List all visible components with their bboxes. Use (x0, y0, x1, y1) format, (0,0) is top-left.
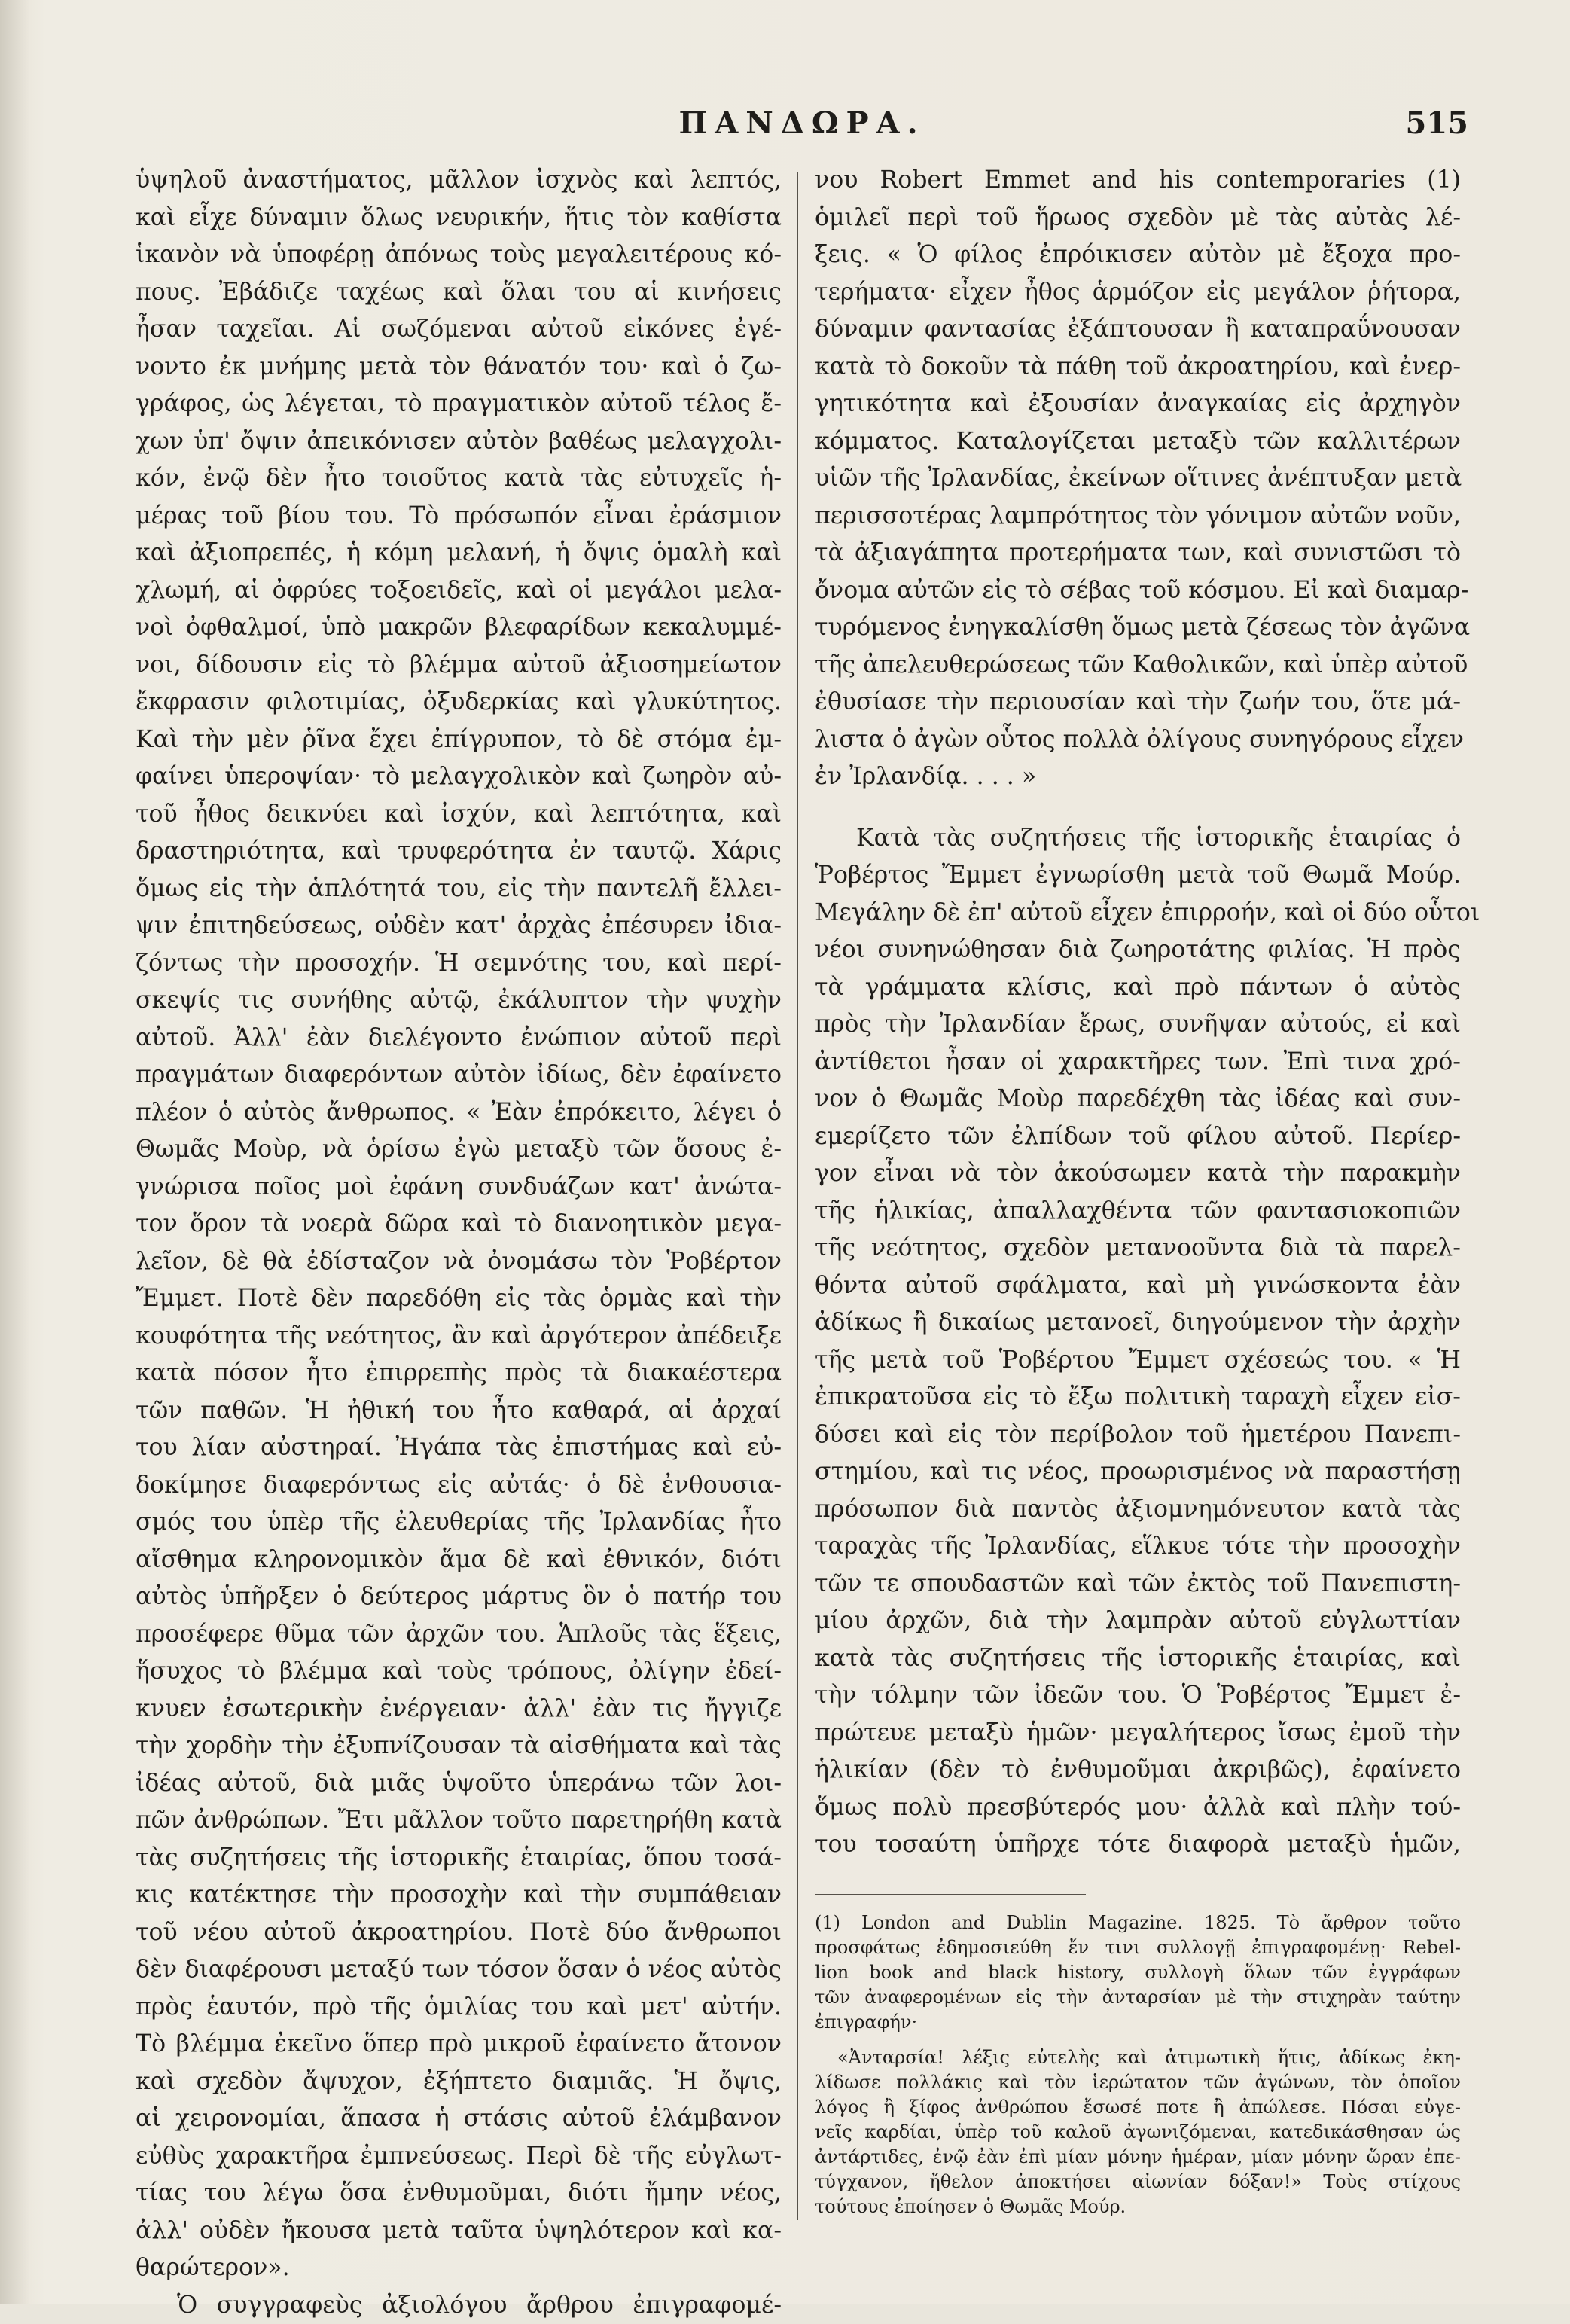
footnote-line: «Ἀνταρσία! λέξις εὐτελὴς καὶ ἀτιμωτικὴ ἥτις, ἀδίκως ἐκη- (815, 2045, 1461, 2070)
body-text-line: πρὸς ἑαυτόν, πρὸ τῆς ὁμιλίας του καὶ μετ' αὐτήν. (136, 1989, 782, 2027)
quote-text-line: ὁμιλεῖ περὶ τοῦ ἥρωος σχεδὸν μὲ τὰς αὐτὰς λέ- (815, 200, 1461, 237)
body-text-line: Κατὰ τὰς συζητήσεις τῆς ἱστορικῆς ἑταιρίας ὁ (815, 820, 1461, 858)
page-number: 515 (1406, 105, 1469, 141)
body-text-line: Θωμᾶς Μοὺρ, νὰ ὁρίσω ἐγὼ μεταξὺ τῶν ὅσους ἐ- (136, 1131, 782, 1169)
body-text-line: ταραχὰς τῆς Ἰρλανδίας, εἵλκυε τότε τὴν προσοχὴν (815, 1528, 1461, 1566)
quote-text-line: υἱῶν τῆς Ἰρλανδίας, ἐκείνων οἵτινες ἀνέπτυξαν μετὰ (815, 460, 1461, 498)
body-text-line: τὴν τόλμην τῶν ἰδεῶν του. Ὁ Ῥοβέρτος Ἔμμετ ἐ- (815, 1677, 1461, 1715)
body-text-line: τον ὅρον τὰ νοερὰ δῶρα καὶ τὸ διανοητικὸν μεγα- (136, 1206, 782, 1243)
quote-text-line: κατὰ τὸ δοκοῦν τὰ πάθη τοῦ ἀκροατηρίου, καὶ ἐνερ- (815, 349, 1461, 386)
quote-text-line: τῆς ἀπελευθερώσεως τῶν Καθολικῶν, καὶ ὑπὲρ αὐτοῦ (815, 647, 1461, 685)
body-text-line: γνώρισα ποῖος μοὶ ἐφάνη συνδυάζων κατ' ἀνώτα- (136, 1169, 782, 1206)
body-text-line: τῆς μετὰ τοῦ Ῥοβέρτου Ἔμμετ σχέσεώς του. « Ἡ (815, 1342, 1461, 1380)
body-text-line: κις κατέκτησε τὴν προσοχὴν καὶ τὴν συμπάθειαν (136, 1877, 782, 1914)
body-text-line: ὅμως πολὺ πρεσβύτερός μου· ἀλλὰ καὶ πλὴν τού- (815, 1789, 1461, 1827)
body-text-line: καὶ σχεδὸν ἄψυχον, ἐξήπτετο διαμιᾶς. Ἡ ὄψις, (136, 2063, 782, 2101)
body-text-line: δύσει καὶ εἰς τὸν περίβολον τοῦ ἡμετέρου Πανεπι- (815, 1417, 1461, 1454)
body-text-line: ἱκανὸν νὰ ὑποφέρῃ ἀπόνως τοὺς μεγαλειτέρους κό- (136, 236, 782, 274)
body-text-line: του λίαν αὐστηραί. Ἠγάπα τὰς ἐπιστήμας καὶ εὐ- (136, 1429, 782, 1467)
body-text-line: ἀντίθετοι ἦσαν οἱ χαρακτῆρες των. Ἐπὶ τινα χρό- (815, 1044, 1461, 1081)
quote-text-line: ὄνομα αὐτῶν εἰς τὸ σέβας τοῦ κόσμου. Εἰ καὶ διαμαρ- (815, 572, 1461, 610)
body-text-line: νοι, δίδουσιν εἰς τὸ βλέμμα αὐτοῦ ἀξιοσημείωτον (136, 647, 782, 685)
body-text-line: καὶ εἶχε δύναμιν ὅλως νευρικήν, ἥτις τὸν καθίστα (136, 200, 782, 237)
left-column (136, 162, 782, 2252)
body-text-line: Ῥοβέρτος Ἔμμετ ἐγνωρίσθη μετὰ τοῦ Θωμᾶ Μούρ. (815, 857, 1461, 895)
right-column-quotation (815, 162, 1461, 796)
body-text-line: φαίνει ὑπεροψίαν· τὸ μελαγχολικὸν καὶ ζωηρὸν αὐ- (136, 758, 782, 796)
body-text-line: τίας του λέγω ὅσα ἐνθυμοῦμαι, διότι ἤμην νέος, (136, 2175, 782, 2213)
footnote-line: (1) London and Dublin Magazine. 1825. Τὸ ἄρθρον τοῦτο (815, 1911, 1461, 1935)
body-text-line: ψιν ἐπιτηδεύσεως, οὐδὲν κατ' ἀρχὰς ἐπέσυρεν ἰδια- (136, 907, 782, 945)
body-text-line: ἰδέας αὐτοῦ, διὰ μιᾶς ὑψοῦτο ὑπεράνω τῶν λοι- (136, 1765, 782, 1803)
body-text-line: στημίου, καὶ τις νέος, προωρισμένος νὰ παραστήσῃ (815, 1453, 1461, 1491)
body-text-line: λεῖον, δὲ θὰ ἐδίσταζον νὰ ὀνομάσω τὸν Ῥοβέρτον (136, 1243, 782, 1281)
body-text-line: κατὰ πόσον ἦτο ἐπιρρεπὴς πρὸς τὰ διακαέστερα (136, 1355, 782, 1392)
body-text-line: νέοι συνηνώθησαν διὰ ζωηροτάτης φιλίας. Ἡ πρὸς (815, 932, 1461, 969)
footnote-line: νεῖς καρδίαι, ὑπὲρ τοῦ καλοῦ ἀγωνιζόμεναι, κατεδικάσθησαν ὡς (815, 2120, 1461, 2145)
body-text-line: κνυεν ἐσωτερικὴν ἐνέργειαν· ἀλλ' ἐὰν τις ἤγγιζε (136, 1691, 782, 1728)
footnote-line: τῶν ἀναφερομένων εἰς τὴν ἀνταρσίαν μὲ τὴν στιχηρὰν ταύτην (815, 1985, 1461, 2010)
body-text-line: γον εἶναι νὰ τὸν ἀκούσωμεν κατὰ τὴν παρακμὴν (815, 1155, 1461, 1193)
quote-text-line: ἐθυσίασε τὴν περιουσίαν καὶ τὴν ζωήν του, ὅτε μά- (815, 684, 1461, 721)
body-text-line: ὑψηλοῦ ἀναστήματος, μᾶλλον ἰσχνὸς καὶ λεπτός, (136, 162, 782, 200)
body-text-line: δὲν διαφέρουσι μεταξύ των τόσον ὅσαν ὁ νέος αὐτὸς (136, 1951, 782, 1989)
footnote-line: ἀντάρτιδες, ἐνῷ ἐὰν ἐπὶ μίαν μόνην ἡμέραν, μίαν μόνην ὥραν ἐπε- (815, 2145, 1461, 2170)
body-text-line: νοντο ἐκ μνήμης μετὰ τὸν θάνατόν του· καὶ ὁ ζω- (136, 349, 782, 386)
body-text-line: Μεγάλην δὲ ἐπ' αὐτοῦ εἶχεν ἐπιρροήν, καὶ οἱ δύο οὗτοι (815, 895, 1461, 932)
body-text-line: ἀλλ' οὐδὲν ἤκουσα μετὰ ταῦτα ὑψηλότερον καὶ κα- (136, 2213, 782, 2250)
quote-text-line: δύναμιν φαντασίας ἐξάπτουσαν ἢ καταπραΰνουσαν (815, 311, 1461, 349)
body-text-line: τοῦ ἦθος δεικνύει καὶ ἰσχύν, καὶ λεπτότητα, καὶ (136, 796, 782, 834)
footnote-line: τούτους ἐποίησεν ὁ Θωμᾶς Μούρ. (815, 2194, 1461, 2219)
body-text-line: πρώτευε μεταξὺ ἡμῶν· μεγαλήτερος ἴσως ἐμοῦ τὴν (815, 1715, 1461, 1752)
quote-text-line: λιστα ὁ ἀγὼν οὗτος πολλὰ ὀλίγους συνηγόρους εἶχεν (815, 721, 1461, 759)
body-text-line: τὰ γράμματα κλίσις, καὶ πρὸ πάντων ὁ αὐτὸς (815, 969, 1461, 1007)
footnote-line: τύγχανον, ἤθελον ἀποκτήσει αἰωνίαν δόξαν!» Τοὺς στίχους (815, 2170, 1461, 2194)
body-text-line: τῶν τε σπουδαστῶν καὶ τῶν ἐκτὸς τοῦ Πανεπιστη- (815, 1566, 1461, 1603)
body-text-line: ἦσαν ταχεῖαι. Αἱ σωζόμεναι αὐτοῦ εἰκόνες ἐγέ- (136, 311, 782, 349)
quote-text-line: περισσοτέρας λαμπρότητος τὸν γόνιμον αὐτῶν νοῦν, (815, 498, 1461, 535)
body-text-line: ἔκφρασιν φιλοτιμίας, ὀξυδερκίας καὶ γλυκύτητος. (136, 684, 782, 721)
body-text-line: σμός του ὑπὲρ τῆς ἐλευθερίας τῆς Ἰρλανδίας ἦτο (136, 1504, 782, 1542)
body-text-line: πους. Ἐβάδιζε ταχέως καὶ ὅλαι του αἱ κινήσεις (136, 274, 782, 312)
body-text-line: τοῦ νέου αὐτοῦ ἀκροατηρίου. Ποτὲ δύο ἄνθρωποι (136, 1914, 782, 1952)
body-text-line: νον ὁ Θωμᾶς Μοὺρ παρεδέχθη τὰς ἰδέας καὶ συν- (815, 1081, 1461, 1118)
footnote-line: lion book and black history, συλλογὴ ὅλων τῶν ἐγγράφων (815, 1960, 1461, 1985)
body-text-line: γράφος, ὡς λέγεται, τὸ πραγματικὸν αὐτοῦ τέλος ἔ- (136, 386, 782, 423)
body-text-line: δραστηριότητα, καὶ τρυφερότητα ἐν ταυτῷ. Χάρις (136, 833, 782, 871)
body-text-line: πρὸς τὴν Ἰρλανδίαν ἔρως, συνῆψαν αὐτούς, εἰ καὶ (815, 1006, 1461, 1044)
body-text-line: χων ὑπ' ὄψιν ἀπεικόνισεν αὐτὸν βαθέως μελαγχολι- (136, 423, 782, 461)
footnote-line: προσφάτως ἐδημοσιεύθη ἔν τινι συλλογῇ ἐπιγραφομένῃ· Rebel- (815, 1935, 1461, 1960)
body-text-line: τῆς ἡλικίας, ἀπαλλαχθέντα τῶν φαντασιοκοπιῶν (815, 1193, 1461, 1231)
body-text-line: ἥσυχος τὸ βλέμμα καὶ τοὺς τρόπους, ὀλίγην ἐδεί- (136, 1653, 782, 1691)
footnote-1 (815, 1911, 1461, 2035)
body-text-line: αἱ χειρονομίαι, ἅπασα ἡ στάσις αὐτοῦ ἐλάμβανον (136, 2100, 782, 2138)
body-text-line: νοὶ ὀφθαλμοί, ὑπὸ μακρῶν βλεφαρίδων κεκαλυμμέ- (136, 609, 782, 647)
body-text-line: Ἔμμετ. Ποτὲ δὲν παρεδόθη εἰς τὰς ὁρμὰς καὶ τὴν (136, 1280, 782, 1318)
body-text-line: Ὁ συγγραφεὺς ἀξιολόγου ἄρθρου ἐπιγραφομέ- (136, 2287, 782, 2324)
body-text-line: του τοσαύτη ὑπῆρχε τότε διαφορὰ μεταξὺ ἡμῶν, (815, 1826, 1461, 1864)
quote-text-line: τυρόμενος ἐνηγκαλίσθη ὅμως μετὰ ζέσεως τὸν ἀγῶνα (815, 609, 1461, 647)
right-column-paragraph (815, 820, 1461, 1864)
body-text-line: εμερίζετο τῶν ἐλπίδων τοῦ φίλου αὐτοῦ. Περίερ- (815, 1118, 1461, 1156)
quote-text-line: τὰ ἀξιαγάπητα προτερήματα των, καὶ συνιστῶσι τὸ (815, 535, 1461, 572)
footnote-gap (815, 2035, 1461, 2045)
body-text-line: κόν, ἐνῷ δὲν ἦτο τοιοῦτος κατὰ τὰς εὐτυχεῖς ἡ- (136, 460, 782, 498)
body-text-line: αὐτὸς ὑπῆρξεν ὁ δεύτερος μάρτυς ὃν ὁ πατήρ του (136, 1578, 782, 1616)
footnote-line: λόγος ἢ ξίφος ἀνθρώπου ἔσωσέ ποτε ἢ ἀπώλεσε. Πόσαι εὐγε- (815, 2095, 1461, 2120)
body-text-line: τὰς συζητήσεις τῆς ἱστορικῆς ἑταιρίας, ὅπου τοσά- (136, 1840, 782, 1877)
body-text-line: ὅμως εἰς τὴν ἁπλότητά του, εἰς τὴν παντελῆ ἔλλει- (136, 871, 782, 908)
body-text-line: ζόντως τὴν προσοχήν. Ἡ σεμνότης του, καὶ περί- (136, 945, 782, 983)
body-text-line: πρόσωπον διὰ παντὸς ἀξιομνημόνευτον κατὰ τὰς (815, 1491, 1461, 1529)
page-header (136, 105, 1468, 151)
body-text-line: ἡλικίαν (δὲν τὸ ἐνθυμοῦμαι ἀκριβῶς), ἐφαίνετο (815, 1752, 1461, 1789)
body-text-line: σκεψίς τις συνήθης αὐτῷ, ἐκάλυπτον τὴν ψυχὴν (136, 982, 782, 1020)
footnote-line: ἐπιγραφήν· (815, 2010, 1461, 2035)
body-text-line: ἀδίκως ἢ δικαίως μετανοεῖ, διηγούμενον τὴν ἀρχὴν (815, 1304, 1461, 1342)
footnote-rule (815, 1894, 1086, 1895)
body-text-line: καὶ ἀξιοπρεπές, ἡ κόμη μελανή, ἡ ὄψις ὁμαλὴ καὶ (136, 535, 782, 572)
quote-text-line: νου Robert Emmet and his contemporaries (1) (815, 162, 1461, 200)
column-divider (797, 172, 798, 2220)
quote-text-line: ἐν Ἰρλανδίᾳ. . . . » (815, 758, 1461, 796)
right-column (815, 162, 1461, 2252)
quote-text-line: τερήματα· εἶχεν ἦθος ἁρμόζον εἰς μεγάλον ῥήτορα, (815, 274, 1461, 312)
body-text-line: πλέον ὁ αὐτὸς ἄνθρωπος. « Ἐὰν ἐπρόκειτο, λέγει ὁ (136, 1094, 782, 1132)
body-text-line: αἴσθημα κληρονομικὸν ἅμα δὲ καὶ ἐθνικόν, διότι (136, 1542, 782, 1579)
body-text-line: μίου ἀρχῶν, διὰ τὴν λαμπρὰν αὐτοῦ εὐγλωττίαν (815, 1603, 1461, 1640)
paragraph-gap (815, 796, 1461, 820)
body-text-line: τὴν χορδὴν τὴν ἐξυπνίζουσαν τὰ αἰσθήματα καὶ τὰς (136, 1728, 782, 1765)
body-text-line: Τὸ βλέμμα ἐκεῖνο ὅπερ πρὸ μικροῦ ἐφαίνετο ἄτονον (136, 2026, 782, 2063)
body-text-line: κουφότητα τῆς νεότητος, ἂν καὶ ἀργότερον ἀπέδειξε (136, 1318, 782, 1356)
body-text-line: εὐθὺς χαρακτῆρα ἐμπνεύσεως. Περὶ δὲ τῆς εὐγλωτ- (136, 2138, 782, 2176)
footnote-line: λίδωσε πολλάκις καὶ τὸν ἱερώτατον τῶν ἀγώνων, τὸν ὁποῖον (815, 2070, 1461, 2095)
journal-title: ΠΑΝΔΩΡΑ. (136, 105, 1468, 141)
body-text-line: πῶν ἀνθρώπων. Ἔτι μᾶλλον τοῦτο παρετηρήθη κατὰ (136, 1802, 782, 1840)
body-text-line: θόντα αὐτοῦ σφάλματα, καὶ μὴ γινώσκοντα ἐὰν (815, 1267, 1461, 1305)
body-text-line: θαρώτερον». (136, 2249, 782, 2287)
body-text-line: χλωμή, αἱ ὀφρύες τοξοειδεῖς, καὶ οἱ μεγάλοι μελα- (136, 572, 782, 610)
footnote-2 (815, 2045, 1461, 2219)
body-text-line: δοκίμησε διαφερόντως εἰς αὐτάς· ὁ δὲ ἐνθουσια- (136, 1467, 782, 1505)
body-text-line: πραγμάτων διαφερόντων αὐτὸν ἰδίως, δὲν ἐφαίνετο (136, 1057, 782, 1094)
quote-text-line: κόμματος. Καταλογίζεται μεταξὺ τῶν καλλιτέρων (815, 423, 1461, 461)
body-text-line: ἐπικρατοῦσα εἰς τὸ ἔξω πολιτικὴ ταραχὴ εἶχεν εἰσ- (815, 1379, 1461, 1417)
quote-text-line: ξεις. « Ὁ φίλος ἐπρόικισεν αὐτὸν μὲ ἔξοχα προ- (815, 236, 1461, 274)
body-text-line: κατὰ τὰς συζητήσεις τῆς ἱστορικῆς ἑταιρίας, καὶ (815, 1640, 1461, 1678)
quote-text-line: γητικότητα καὶ ἐξουσίαν ἀναγκαίας εἰς ἀρχηγὸν (815, 386, 1461, 423)
body-text-line: Καὶ τὴν μὲν ῥῖνα ἔχει ἐπίγρυπον, τὸ δὲ στόμα ἐμ- (136, 721, 782, 759)
body-text-line: προσέφερε θῦμα τῶν ἀρχῶν του. Ἁπλοῦς τὰς ἕξεις, (136, 1616, 782, 1654)
body-text-line: αὐτοῦ. Ἀλλ' ἐὰν διελέγοντο ἐνώπιον αὐτοῦ περὶ (136, 1020, 782, 1057)
body-text-line: τῶν παθῶν. Ἡ ἠθική του ἦτο καθαρά, αἱ ἀρχαί (136, 1392, 782, 1430)
body-text-line: μέρας τοῦ βίου του. Τὸ πρόσωπόν εἶναι ἐράσμιον (136, 498, 782, 535)
body-text-line: τῆς νεότητος, σχεδὸν μετανοοῦντα διὰ τὰ παρελ- (815, 1230, 1461, 1267)
